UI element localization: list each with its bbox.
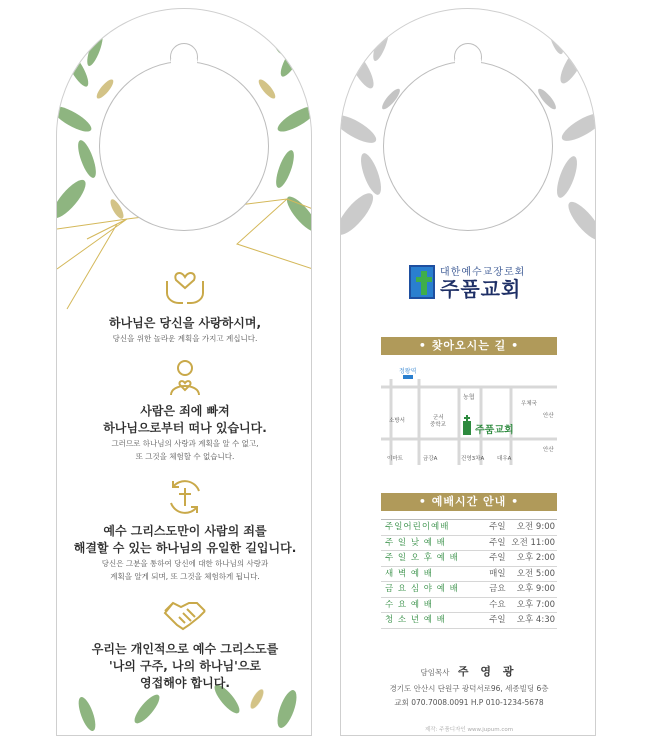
section-jesus-heading-1: 예수 그리스도만이 사람의 죄를: [103, 524, 267, 538]
map-label-bank: 농협: [463, 394, 475, 401]
back-door-hanger: [340, 8, 596, 736]
directions-title-bar: • 찾아오시는 길 •: [381, 337, 557, 355]
schedule-row: [381, 582, 557, 598]
map-label-military-1: 군서: [433, 415, 444, 421]
map-label-apt2: 건영3차A: [461, 456, 485, 462]
schedule-time: 오후 4:30: [516, 615, 556, 625]
schedule-day: 주일: [489, 553, 506, 563]
schedule-name: 청 소 년 예 배: [385, 615, 446, 625]
worship-schedule-table: [381, 519, 557, 629]
schedule-time: 오전 9:00: [516, 522, 556, 532]
schedule-day: 주일: [489, 615, 506, 625]
denomination-name: 대한예수교장로회: [440, 267, 526, 278]
church-logo-icon: [409, 265, 435, 299]
schedule-name: 주 일 오 후 예 배: [385, 553, 459, 563]
schedule-time: 오후 2:00: [516, 553, 556, 563]
section-jesus-text-2: 계획을 알게 되며, 또 그것을 체험하게 됩니다.: [110, 572, 260, 581]
section-sin-heading-1: 사람은 죄에 빠져: [140, 404, 230, 418]
church-phones: 교회 070.7008.0091 H.P 010-1234-5678: [394, 698, 544, 707]
schedule-day: 주일: [489, 537, 506, 548]
schedule-time: 오전 5:00: [516, 568, 556, 579]
worship-title-bar: • 예배시간 안내 •: [381, 493, 557, 511]
schedule-day: 수요: [489, 599, 506, 610]
schedule-name: 주일어린이예배: [385, 522, 450, 532]
church-marker-icon: [463, 415, 471, 435]
footer-credit: 제작: 주품디자인 www.jupum.com: [424, 727, 514, 733]
church-name: 주품교회: [440, 277, 522, 301]
section-jesus: [57, 477, 312, 583]
section-sin: [57, 357, 312, 463]
schedule-row: [381, 567, 557, 583]
schedule-name: 새 벽 예 배: [385, 568, 433, 579]
handshake-icon: [163, 593, 207, 633]
section-accept: [57, 593, 312, 692]
section-accept-heading-1: 우리는 개인적으로 예수 그리스도를: [91, 642, 279, 656]
section-love: [57, 267, 312, 345]
schedule-day: 주일: [489, 522, 506, 532]
church-logo: [409, 263, 525, 300]
schedule-row: [381, 598, 557, 614]
map-label-emart: 이마트: [387, 456, 403, 462]
map-label-apt3: 대우A: [497, 456, 512, 462]
schedule-name: 수 요 예 배: [385, 599, 433, 610]
schedule-day: 금요: [489, 584, 506, 594]
section-sin-text-1: 그러므로 하나님의 사랑과 계획을 알 수 없고,: [111, 439, 259, 448]
map-label-station: 정왕역: [399, 368, 417, 375]
schedule-name: 금 요 심 야 예 배: [385, 584, 459, 594]
schedule-time: 오후 7:00: [516, 599, 556, 610]
heart-hands-icon: [163, 267, 207, 307]
section-sin-text-2: 또 그것을 체험할 수 없습니다.: [135, 452, 235, 461]
location-map: [381, 365, 557, 471]
schedule-row: [381, 613, 557, 629]
map-label-ansan-2: 안산: [543, 447, 554, 453]
section-jesus-heading-2: 해결할 수 있는 하나님의 유일한 길입니다.: [73, 541, 297, 555]
front-door-hanger: [56, 8, 312, 736]
person-heart-icon: [165, 357, 205, 397]
schedule-row: [381, 551, 557, 567]
schedule-time: 오전 11:00: [511, 537, 556, 548]
map-label-fire: 소방서: [389, 418, 405, 424]
map-label-ansan-1: 안산: [543, 413, 554, 419]
schedule-time: 오후 9:00: [516, 584, 556, 594]
schedule-row: [381, 536, 557, 552]
section-accept-heading-3: 영접해야 합니다.: [140, 676, 230, 690]
schedule-day: 매일: [489, 568, 506, 579]
section-love-heading: 하나님은 당신을 사랑하시며,: [108, 316, 262, 330]
cross-cycle-icon: [165, 477, 205, 517]
map-label-apt1: 금강A: [423, 456, 438, 462]
map-label-church: 주품교회: [475, 425, 514, 436]
door-knob-hole: [383, 61, 553, 231]
pastor-name: 주 영 광: [457, 665, 518, 678]
section-love-text: 당신을 위한 놀라운 계획을 가지고 계십니다.: [112, 334, 258, 343]
church-address: 경기도 안산시 단원구 광덕서로96, 세종빌딩 6층: [389, 684, 549, 693]
section-jesus-text-1: 당신은 그분을 통하여 당신에 대한 하나님의 사랑과: [101, 559, 269, 568]
pastor-label: 담임목사: [420, 668, 450, 677]
schedule-row: [381, 520, 557, 536]
contact-block: [341, 682, 596, 710]
section-sin-heading-2: 하나님으로부터 떠나 있습니다.: [103, 421, 267, 435]
schedule-name: 주 일 낮 예 배: [385, 537, 446, 548]
pastor-line: [341, 663, 596, 679]
map-label-post: 우체국: [521, 401, 537, 407]
map-label-military-2: 중학교: [430, 422, 446, 428]
section-accept-heading-2: '나의 구주, 나의 하나님'으로: [109, 659, 261, 673]
door-knob-hole: [99, 61, 269, 231]
